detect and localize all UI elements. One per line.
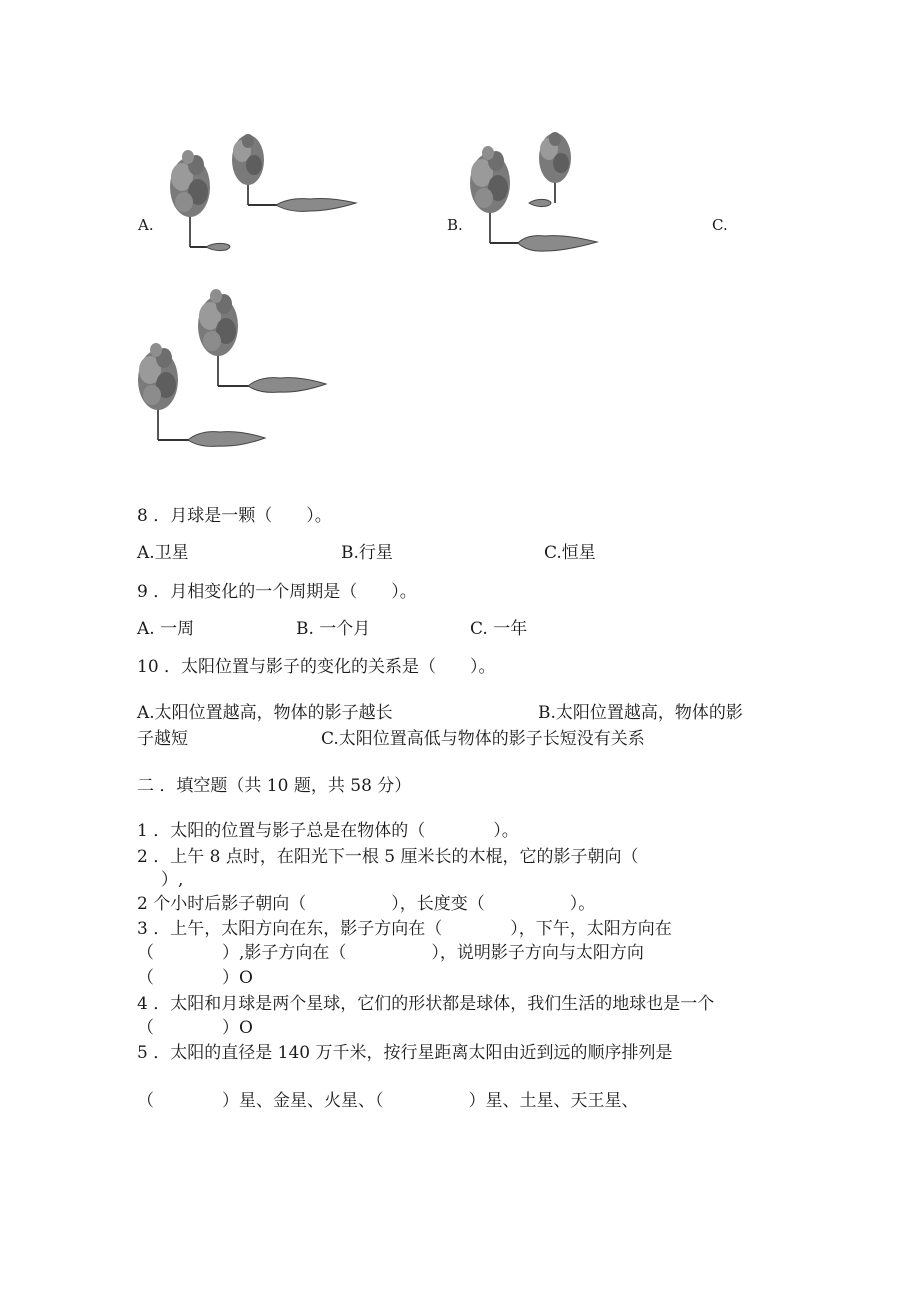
- q9-option-c: C. 一年: [470, 619, 528, 639]
- option-a-label: A.: [138, 216, 154, 234]
- shadow-long-icon: [188, 432, 265, 447]
- fill-q1: 1 ．太阳的位置与影子总是在物体的（ ）。: [137, 821, 519, 841]
- tree-icon: [470, 146, 510, 243]
- fill-q3-line1: 3 ．上午，太阳方向在东，影子方向在（ ），下午，太阳方向在: [137, 919, 672, 939]
- fill-q5-line2: （ ）星、金星、火星、（ ）星、土星、天王星、: [137, 1091, 639, 1111]
- q10-option-b-end: 子越短: [137, 729, 188, 749]
- option-a-figure: [160, 125, 360, 260]
- q8-option-c: C.恒星: [544, 543, 596, 563]
- q8-stem: 8 ．月球是一颗（ ）。: [137, 506, 332, 526]
- fill-q3-line3: （ ）O: [137, 968, 253, 988]
- q10-stem: 10 ．太阳位置与影子的变化的关系是（ ）。: [137, 657, 496, 677]
- section2-heading: 二 ．填空题（共 10 题，共 58 分）: [137, 776, 412, 796]
- shadow-long-icon: [276, 199, 356, 212]
- q10-option-a: A.太阳位置越高，物体的影子越长: [137, 703, 393, 723]
- tree-icon: [232, 134, 264, 205]
- fill-q5-line1: 5 ．太阳的直径是 140 万千米，按行星距离太阳由近到远的顺序排列是: [137, 1043, 673, 1063]
- q9-option-b: B. 一个月: [296, 619, 371, 639]
- shadow-short-icon: [206, 243, 230, 250]
- option-c-label: C.: [712, 216, 728, 234]
- shadow-long-icon: [248, 378, 326, 393]
- q8-option-a: A.卫星: [137, 543, 189, 563]
- option-c-figure: [130, 280, 330, 455]
- fill-q4-line2: （ ）O: [137, 1018, 253, 1038]
- fill-q2-line1: 2 ．上午 8 点时，在阳光下一根 5 厘米长的木棍，它的影子朝向（: [137, 847, 639, 867]
- tree-icon: [138, 343, 178, 440]
- option-b-figure: [465, 115, 605, 255]
- fill-q4-line1: 4 ．太阳和月球是两个星球，它们的形状都是球体，我们生活的地球也是一个: [137, 994, 715, 1014]
- tree-icon: [539, 132, 571, 203]
- fill-q2-line2: ）,: [161, 870, 184, 890]
- q8-option-b: B.行星: [341, 543, 393, 563]
- tree-icon: [198, 289, 238, 386]
- q9-stem: 9 ．月相变化的一个周期是（ ）。: [137, 582, 417, 602]
- fill-q2-line3: 2 个小时后影子朝向（ ），长度变（ ）。: [137, 894, 596, 914]
- shadow-short-icon: [529, 199, 551, 206]
- tree-icon: [170, 150, 210, 247]
- fill-q3-line2: （ ）,影子方向在（ ），说明影子方向与太阳方向: [137, 943, 644, 963]
- q9-option-a: A. 一周: [137, 619, 195, 639]
- q10-option-c: C.太阳位置高低与物体的影子长短没有关系: [321, 729, 645, 749]
- option-b-label: B.: [447, 216, 463, 234]
- shadow-long-icon: [518, 236, 597, 252]
- q10-option-b-start: B.太阳位置越高，物体的影: [538, 703, 743, 723]
